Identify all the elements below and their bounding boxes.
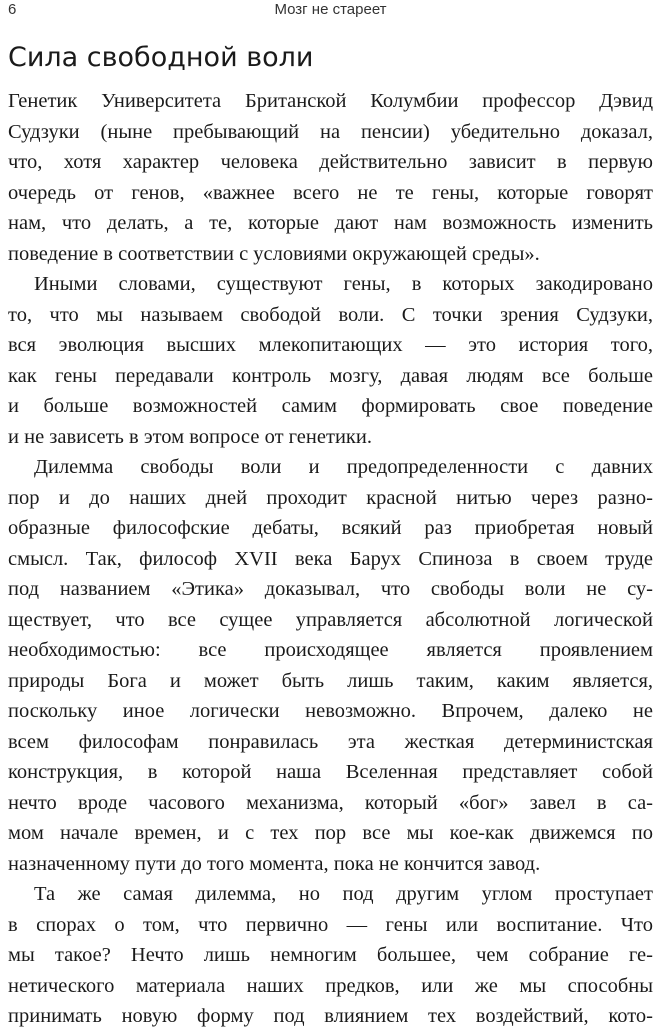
text-line: под названием «Этика» доказывал, что свободы воли не су- [8, 578, 653, 600]
text-line: необходимостью: все происходящее является проявлением [8, 639, 653, 661]
page-number: 6 [8, 1, 17, 18]
text-line: Дилемма свободы воли и предопределенности с давних [34, 456, 653, 478]
text-line: поскольку иное логически невозможно. Впрочем, далеко не [8, 700, 653, 722]
text-line: и больше возможностей самим формировать свое поведение [8, 395, 653, 417]
text-line: то, что мы называем свободой воли. С точки зрения Судзуки, [8, 303, 653, 326]
text-line: мы такое? Нечто лишь немногим большее, чем собрание ге- [8, 944, 653, 966]
text-line: нечто вроде часового механизма, который «бог» завел в са- [8, 791, 653, 814]
text-line: в спорах о том, что первично — гены или воспитание. Что [8, 913, 653, 936]
text-line: нетического материала наших предков, или же мы способны [8, 974, 653, 997]
text-line: образные философские дебаты, всякий раз приобретая новый [8, 517, 653, 539]
text-line: нам, что делать, а те, которые дают нам возможность изменить [8, 212, 653, 234]
text-line: как гены передавали контроль мозгу, давая людям все больше [8, 364, 653, 387]
paragraph-2 [8, 269, 653, 452]
text-line: конструкция, в которой наша Вселенная представляет собой [8, 761, 653, 783]
text-line: пор и до наших дней проходит красной нитью через разно- [8, 486, 653, 509]
text-line: что, хотя характер человека действительно зависит в первую [8, 151, 653, 173]
text-line: мом начале времен, и с тех пор все мы кое-как движемся по [8, 822, 653, 844]
text-line: Та же самая дилемма, но под другим углом проступает [34, 883, 653, 905]
text-line: принимать новую форму под влиянием тех воздействий, кото- [8, 1005, 653, 1027]
text-line: смысл. Так, философ XVII века Барух Спиноза в своем труде [8, 547, 653, 570]
paragraph-1 [8, 86, 653, 269]
running-title: Мозг не стареет [274, 1, 387, 18]
chapter-title: Сила свободной воли [8, 42, 314, 73]
body-text [8, 86, 653, 1032]
text-line: ществует, что все сущее управляется абсолютной логической [8, 608, 653, 631]
running-header [0, 0, 661, 22]
text-line: назначенному пути до того момента, пока не кончится завод. [8, 852, 541, 875]
text-line: Иными словами, существуют гены, в которых закодировано [34, 273, 653, 295]
text-line: Генетик Университета Британской Колумбии профессор Дэвид [8, 90, 653, 112]
text-line: природы Бога и может быть лишь таким, каким является, [8, 669, 653, 692]
text-line: всем философам понравилась эта жесткая детерминистская [8, 730, 653, 753]
paragraph-3 [8, 452, 653, 879]
text-line: вся эволюция высших млекопитающих — это история того, [8, 334, 653, 356]
text-line: и не зависеть в этом вопросе от генетики. [8, 425, 372, 448]
paragraph-4 [8, 879, 653, 1032]
text-line: очередь от генов, «важнее всего не те гены, которые говорят [8, 181, 653, 204]
text-line: поведение в соответствии с условиями окружающей среды». [8, 242, 540, 265]
text-line: Судзуки (ныне пребывающий на пенсии) убедительно доказал, [8, 120, 653, 143]
